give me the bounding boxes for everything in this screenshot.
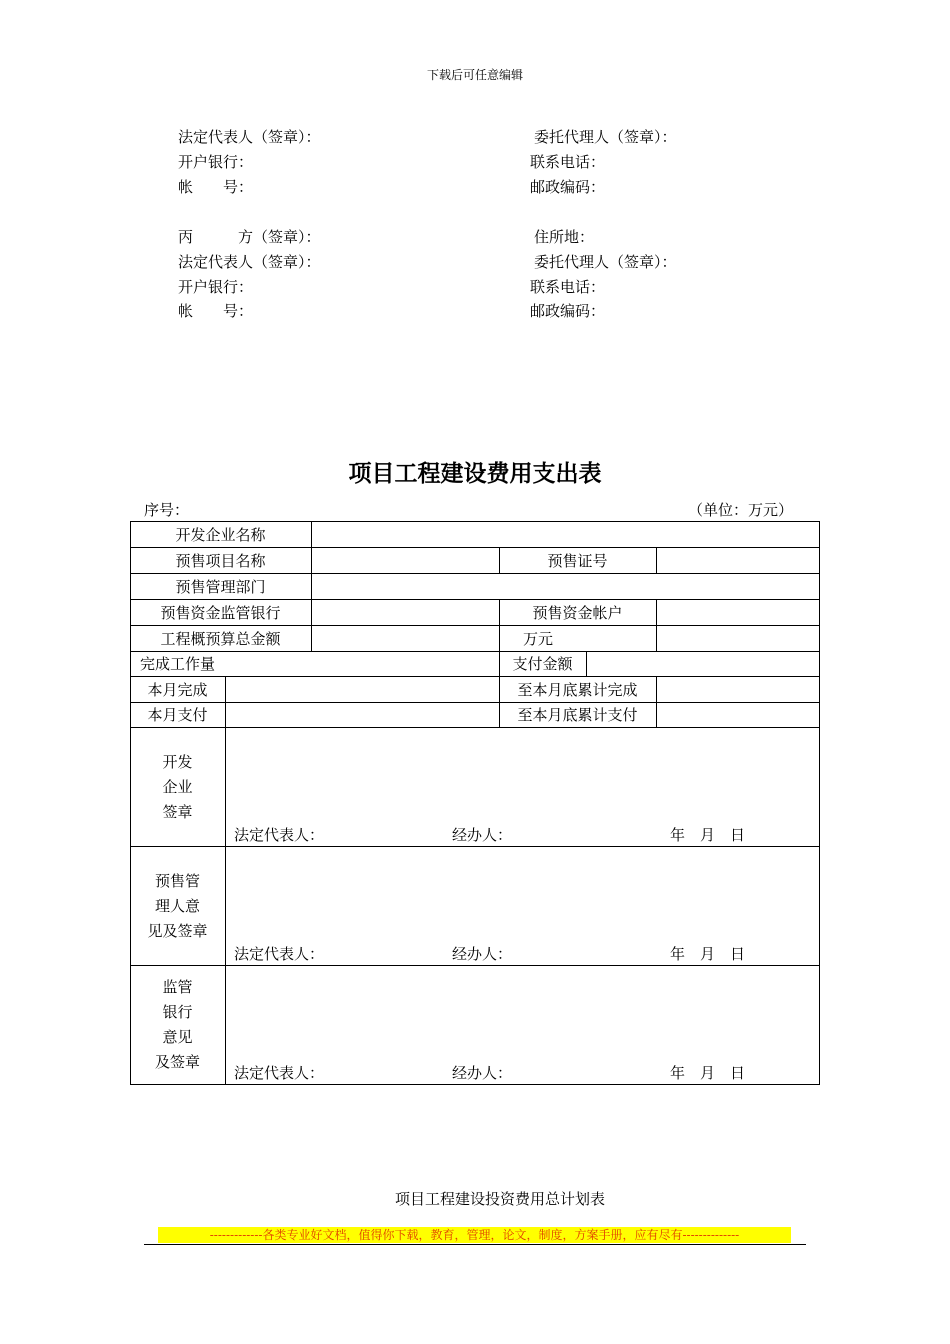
presale-manager-date: 年 月 日	[670, 945, 746, 963]
bank-handler: 经办人：	[452, 1064, 513, 1082]
party-c-bank: 开户银行：	[178, 278, 254, 296]
footer-title: 项目工程建设投资费用总计划表	[394, 1190, 605, 1208]
party-b-postcode: 邮政编码：	[530, 178, 606, 196]
expense-table	[130, 521, 820, 1085]
cumulative-paid-label: 至本月底累计支付	[517, 706, 638, 724]
developer-date: 年 月 日	[670, 826, 746, 844]
party-b-bank: 开户银行：	[178, 153, 254, 171]
serial-label: 序号：	[144, 501, 190, 519]
presale-manager-legal-rep: 法定代表人：	[234, 945, 325, 963]
party-c-legal-rep: 法定代表人（签章）：	[178, 253, 321, 271]
presale-cert-no-label: 预售证号	[547, 551, 608, 570]
month-paid-label: 本月支付	[147, 706, 208, 724]
presale-manager-handler: 经办人：	[452, 945, 513, 963]
table-title: 项目工程建设费用支出表	[348, 460, 602, 487]
developer-signature-label: 开发 企业 签章	[162, 753, 193, 821]
bank-signature-label: 监管 银行 意见 及签章	[154, 978, 200, 1071]
budget-total-label: 工程概预算总金额	[160, 629, 281, 648]
party-b-legal-rep: 法定代表人（签章）：	[178, 128, 321, 146]
party-b-agent: 委托代理人（签章）：	[534, 128, 677, 146]
developer-legal-rep: 法定代表人：	[234, 826, 325, 844]
party-c-account: 帐 号：	[178, 302, 254, 320]
presale-account-label: 预售资金帐户	[532, 603, 623, 622]
banner-divider	[144, 1244, 806, 1245]
party-c-phone: 联系电话：	[530, 278, 606, 296]
developer-handler: 经办人：	[452, 826, 513, 844]
cumulative-completed-label: 至本月底累计完成	[517, 680, 638, 699]
developer-name-label: 开发企业名称	[175, 525, 266, 544]
budget-unit: 万元	[522, 629, 553, 648]
work-completed-label: 完成工作量	[140, 655, 216, 673]
bank-date: 年 月 日	[670, 1064, 746, 1082]
unit-label: （单位：万元）	[688, 501, 794, 519]
header-note: 下载后可任意编辑	[426, 68, 523, 82]
month-completed-label: 本月完成	[147, 680, 208, 699]
presale-project-name-label: 预售项目名称	[175, 551, 266, 570]
party-c-postcode: 邮政编码：	[530, 302, 606, 320]
presale-manager-signature-label: 预售管 理人意 见及签章	[147, 872, 208, 940]
party-c-agent: 委托代理人（签章）：	[534, 253, 677, 271]
supervising-bank-label: 预售资金监管银行	[160, 603, 281, 622]
promo-banner: -------------各类专业好文档，值得你下载，教育，管理，论文，制度，方案手册，应有尽有--------------	[158, 1227, 791, 1243]
party-c-address: 住所地：	[534, 228, 595, 246]
payment-amount-label: 支付金额	[512, 655, 573, 673]
presale-mgmt-dept-label: 预售管理部门	[175, 577, 266, 596]
party-c-label: 丙 方（签章）：	[178, 228, 321, 246]
bank-legal-rep: 法定代表人：	[234, 1064, 325, 1082]
party-b-phone: 联系电话：	[530, 153, 606, 171]
party-b-account: 帐 号：	[178, 178, 254, 196]
